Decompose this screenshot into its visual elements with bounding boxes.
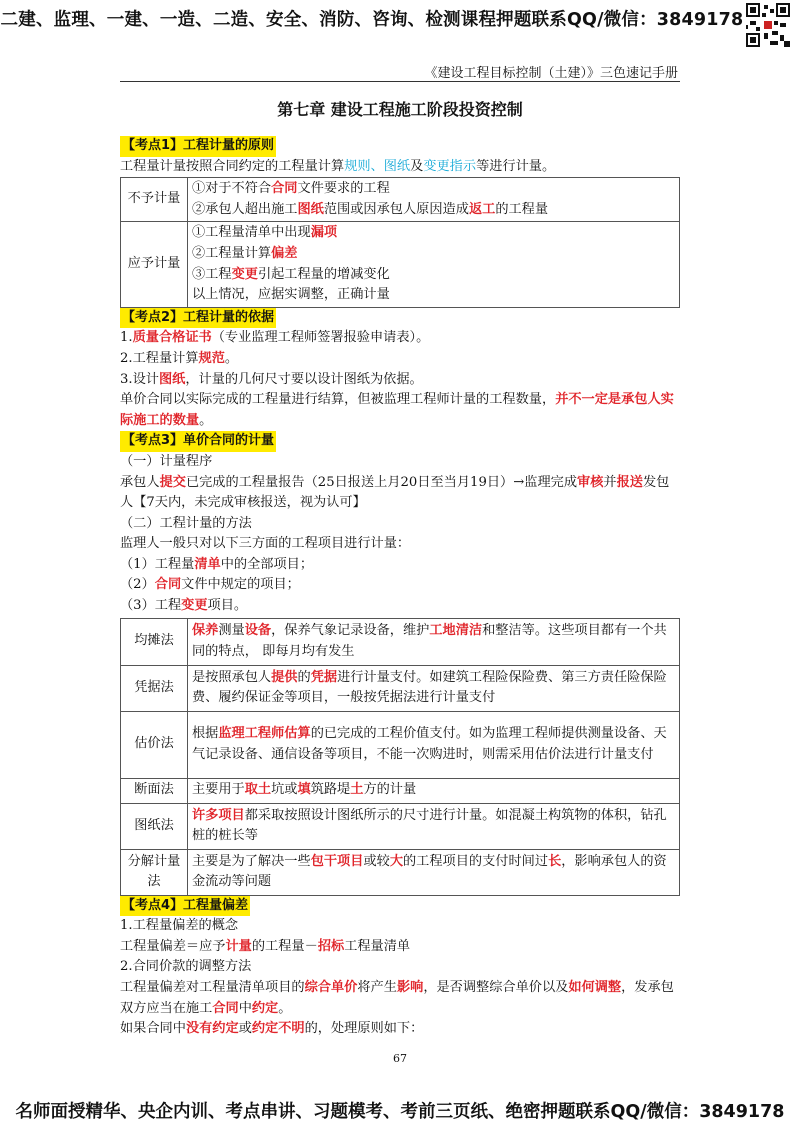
- k3-intro: 监理人一般只对以下三方面的工程项目进行计量：: [120, 536, 411, 552]
- row-label: 均摊法: [121, 618, 188, 665]
- k3-item: （3）工程变更项目。: [120, 598, 248, 614]
- table-row: [121, 222, 680, 307]
- row-content: 根据监理工程师估算的已完成的工程价值支付。如为监理工程师提供测量设备、天气记录设备、通信设备等项目，不能一次购进时，则需采用估价法进行计量支付: [188, 711, 680, 778]
- page-content: [120, 136, 680, 1040]
- k4-para: 工程量偏差对工程量清单项目的综合单价将产生影响，是否调整综合单价以及如何调整，发承包双方应当在施工合同中约定。: [120, 980, 674, 1016]
- row-label: 图纸法: [121, 803, 188, 849]
- k2-line: 1.质量合格证书（专业监理工程师签署报验申请表）。: [120, 330, 430, 346]
- table-row: [121, 618, 680, 665]
- k3-procedure: 承包人提交已完成的工程量报告（25日报送上月20日至当月19日）→监理完成审核并报送发包人【7天内，未完成审核报送，视为认可】: [120, 474, 670, 511]
- page-number: 67: [393, 1052, 407, 1065]
- k1-intro: 工程量计量按照合同约定的工程量计算规则、图纸及变更指示等进行计量。: [120, 158, 556, 174]
- k3-sub1: （一）计量程序: [120, 453, 213, 469]
- row-label: 凭据法: [121, 665, 188, 711]
- table-row: [121, 178, 680, 222]
- section-heading-k3: 【考点3】单价合同的计量: [120, 431, 276, 452]
- row-content: 许多项目都采取按照设计图纸所示的尺寸进行计量。如混凝土构筑物的体积，钻孔桩的桩长等: [188, 803, 680, 849]
- row-content: 保养测量设备，保养气象记录设备，维护工地清洁和整洁等。这些项目都有一个共同的特点， 即每月均有发生: [188, 618, 680, 665]
- row-label: 断面法: [121, 778, 188, 803]
- k4-s1: 1.工程量偏差的概念: [120, 918, 239, 934]
- top-banner: 二建、监理、一建、一造、二造、安全、消防、咨询、检测课程押题联系QQ/微信：3849178: [0, 10, 744, 30]
- k4-s2: 2.合同价款的调整方法: [120, 959, 252, 975]
- k3-sub2: （二）工程计量的方法: [120, 515, 252, 531]
- header-rule: [120, 81, 680, 82]
- row-content: ①对于不符合合同文件要求的工程 ②承包人超出施工图纸范围或因承包人原因造成返工的工程量: [188, 178, 680, 222]
- section-heading-k1: 【考点1】工程计量的原则: [120, 136, 276, 157]
- bottom-banner: 名师面授精华、央企内训、考点串讲、习题模考、考前三页纸、绝密押题联系QQ/微信：3849178: [15, 1102, 785, 1122]
- table-row: [121, 778, 680, 803]
- k2-line: 2.工程量计算规范。: [120, 350, 239, 366]
- header-title: 《建设工程目标控制（土建）》三色速记手册: [424, 66, 678, 81]
- qr-code-icon: [746, 3, 790, 47]
- table-row: [121, 803, 680, 849]
- row-label: 应予计量: [121, 222, 188, 307]
- row-content: 主要用于取土坑或填筑路堤土方的计量: [188, 778, 680, 803]
- row-content: 主要是为了解决一些包干项目或较大的工程项目的支付时间过长，影响承包人的资金流动等问题: [188, 849, 680, 895]
- k3-item: （2）合同文件中规定的项目；: [120, 577, 300, 593]
- table-row: [121, 849, 680, 895]
- table-row: [121, 711, 680, 778]
- k3-item: （1）工程量清单中的全部项目；: [120, 556, 314, 572]
- row-label: 分解计量法: [121, 849, 188, 895]
- table-row: [121, 665, 680, 711]
- k3-methods-table: [120, 618, 680, 896]
- chapter-title: 第七章 建设工程施工阶段投资控制: [277, 100, 523, 119]
- k4-formula: 工程量偏差＝应予计量的工程量－招标工程量清单: [120, 938, 411, 954]
- k2-line: 3.设计图纸，计量的几何尺寸要以设计图纸为依据。: [120, 371, 423, 387]
- row-label: 不予计量: [121, 178, 188, 222]
- k1-table: [120, 177, 680, 308]
- row-content: ①工程量清单中出现漏项 ②工程量计算偏差 ③工程变更引起工程量的增减变化 以上情况，应据实调整，正确计量: [188, 222, 680, 307]
- k2-para: 单价合同以实际完成的工程量进行结算，但被监理工程师计量的工程数量，并不一定是承包人实际施工的数量。: [120, 392, 674, 428]
- k4-last: 如果合同中没有约定或约定不明的，处理原则如下：: [120, 1021, 424, 1037]
- row-label: 估价法: [121, 711, 188, 778]
- section-heading-k2: 【考点2】工程计量的依据: [120, 308, 276, 329]
- section-heading-k4: 【考点4】工程量偏差: [120, 896, 250, 917]
- row-content: 是按照承包人提供的凭据进行计量支付。如建筑工程险保险费、第三方责任险保险费、履约保证金等项目，一般按凭据法进行计量支付: [188, 665, 680, 711]
